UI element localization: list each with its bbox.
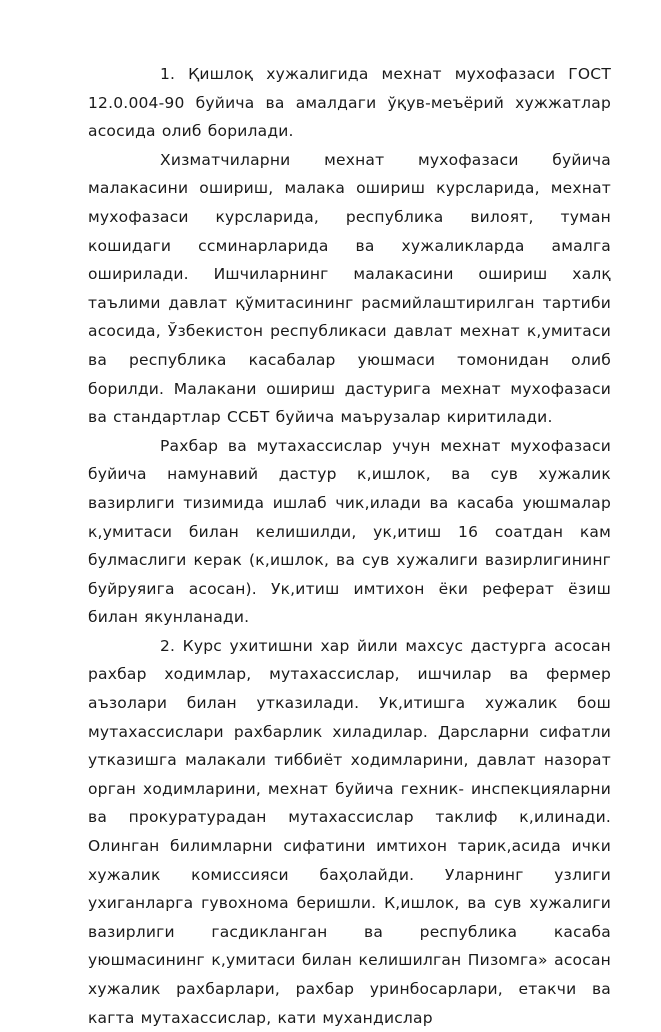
paragraph-1: 1. Қишлоқ хужалигида мехнат мухофазаси ГОСТ 12.0.004-90 буйича ва амалдаги ўқув-меъёрий хужжатлар асосида олиб борилади. xyxy=(88,65,611,141)
paragraph-3: Рахбар ва мутахассислар учун мехнат мухофазаси буйича намунавий дастур к,ишлок, ва сув хужалик вазирлиги тизимида ишлаб чик,илади ва касаба уюшмалар к,умитаси билан келишилди, ук,итиш 16 соатдан кам булмаслиги керак (к,ишлок, ва сув хужалиги вазирлигининг буйруяига асосан). Ук,итиш имтихон ёки реферат ёзиш билан якунланади. xyxy=(88,436,611,627)
paragraph-4: 2. Курс ухитишни хар йили махсус дастурга асосан рахбар ходимлар, мутахассислар, ишчилар ва фермер аъзолари билан утказилади. Ук,итишга хужалик бош мутахассислари рахбарлик хиладилар. Дарсларни сифатли утказишга малакали тиббиёт ходимларини, давлат назорат орган ходимларини, мехнат буйича гехник- инспекцияларни ва прокуратурадан мутахассислар таклиф к,илинади. Олинган билимларни сифатини имтихон тарик,асида ички хужалик комиссияси баҳолайди. Уларнинг узлиги ухиганларга гувохнома беришли. К,ишлок, ва сув хужалиги вазирлиги гасдикланган ва республика касаба уюшмасининг к,умитаси билан келишилган Пизомга» асосан хужалик рахбарлари, рахбар уринбосарлари, етакчи ва кагта мутахассислар, кати мухандислар xyxy=(88,636,611,1027)
paragraph-2: Хизматчиларни мехнат мухофазаси буйича малакасини ошириш, малака ошириш курсларида, мехнат мухофазаси курсларида, республика вилоят, туман кошидаги ссминарларида ва хужаликларда амалга оширилади. Ишчиларнинг малакасини ошириш халқ таълими давлат қўмитасининг расмийлаштирилган тартиби асосида, Ўзбекистон республикаси давлат мехнат к,умитаси ва республика касабалар уюшмаси томонидан олиб борилди. Малакани ошириш дастурига мехнат мухофазаси ва стандартлар ССБТ буйича маърузалар киритилади. xyxy=(88,150,611,427)
document-page xyxy=(88,60,611,1032)
